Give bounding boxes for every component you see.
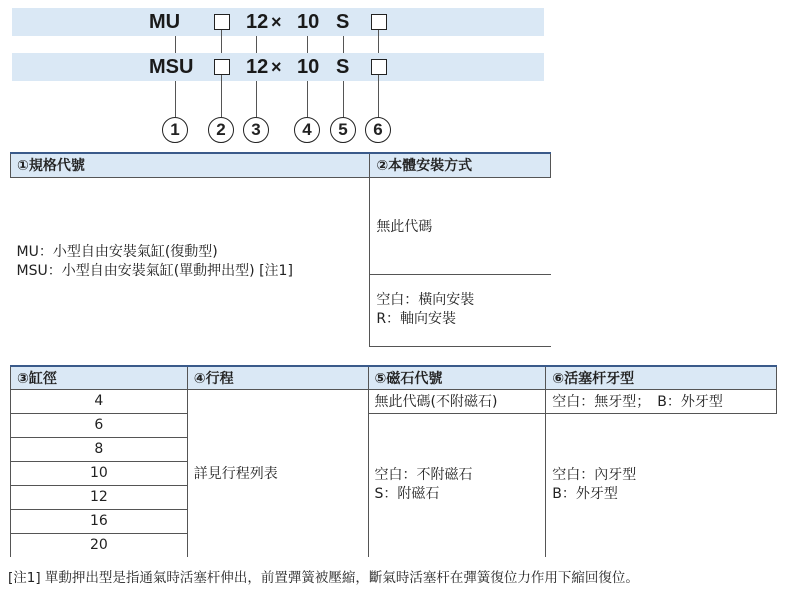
mount-default: 無此代碼 xyxy=(370,177,551,274)
connector-line xyxy=(221,30,222,53)
mount-option-r: R：軸向安裝 xyxy=(376,311,457,327)
times-sign: × xyxy=(271,57,282,77)
circled-number-2: 2 xyxy=(208,117,234,143)
thread-option-blank: 空白：內牙型 xyxy=(552,467,637,484)
thread-options xyxy=(546,413,777,557)
connector-line xyxy=(378,30,379,53)
bore-stroke-magnet-thread-table xyxy=(10,365,777,557)
stroke-code: 10 xyxy=(297,11,320,33)
spec-description xyxy=(11,177,370,346)
connector-line xyxy=(256,36,257,53)
bore-code: 12 xyxy=(246,11,269,33)
circled-number-3: 3 xyxy=(243,117,269,143)
mount-option-blank: 空白：橫向安裝 xyxy=(376,292,475,308)
thread-option-b: B：外牙型 xyxy=(552,486,618,503)
spec-mount-table xyxy=(10,152,551,347)
connector-line xyxy=(175,36,176,53)
circled-number-5: 5 xyxy=(330,117,356,143)
bore-value: 16 xyxy=(11,509,188,533)
magnet-code: S xyxy=(336,11,350,33)
option-box-6 xyxy=(371,59,387,75)
connector-line xyxy=(221,75,222,117)
spec-header: ①規格代號 xyxy=(11,153,370,177)
stroke-description: 詳見行程列表 xyxy=(187,389,368,557)
magnet-default: 無此代碼(不附磁石) xyxy=(368,389,546,413)
stroke-code: 10 xyxy=(297,56,320,78)
spec-line-msu: MSU：小型自由安裝氣缸(單動押出型) [注1] xyxy=(16,262,293,279)
magnet-option-blank: 空白：不附磁石 xyxy=(374,467,473,484)
magnet-option-s: S：附磁石 xyxy=(374,486,440,503)
magnet-code: S xyxy=(336,56,350,78)
series-code-mu: MU xyxy=(149,11,181,33)
bore-value: 8 xyxy=(11,437,188,461)
series-code-msu: MSU xyxy=(149,56,194,78)
spec-line-mu: MU：小型自由安裝氣缸(復動型) xyxy=(16,243,218,260)
connector-line xyxy=(343,36,344,53)
times-sign: × xyxy=(271,12,282,32)
circled-number-6: 6 xyxy=(365,117,391,143)
footnote: [注1] 單動押出型是指通氣時活塞杆伸出，前置彈簧被壓縮，斷氣時活塞杆在彈簧復位力作用下縮回復位。 xyxy=(8,570,639,586)
stroke-header: ④行程 xyxy=(187,366,368,389)
mount-header: ②本體安裝方式 xyxy=(370,153,551,177)
connector-line xyxy=(343,81,344,117)
connector-line xyxy=(175,81,176,117)
connector-line xyxy=(307,36,308,53)
bore-header: ③缸徑 xyxy=(11,366,188,389)
bore-value: 10 xyxy=(11,461,188,485)
mount-options xyxy=(370,274,551,346)
thread-header: ⑥活塞杆牙型 xyxy=(546,366,777,389)
option-box-2 xyxy=(214,59,230,75)
connector-line xyxy=(378,75,379,117)
bore-value: 12 xyxy=(11,485,188,509)
bore-value: 4 xyxy=(11,389,188,413)
bore-value: 20 xyxy=(11,533,188,557)
option-box-2 xyxy=(214,14,230,30)
option-box-6 xyxy=(371,14,387,30)
bore-value: 6 xyxy=(11,413,188,437)
bore-code: 12 xyxy=(246,56,269,78)
thread-default: 空白：無牙型； B：外牙型 xyxy=(546,389,777,413)
circled-number-4: 4 xyxy=(294,117,320,143)
magnet-options xyxy=(368,413,546,557)
circled-number-1: 1 xyxy=(162,117,188,143)
connector-line xyxy=(256,81,257,117)
connector-line xyxy=(307,81,308,117)
magnet-header: ⑤磁石代號 xyxy=(368,366,546,389)
